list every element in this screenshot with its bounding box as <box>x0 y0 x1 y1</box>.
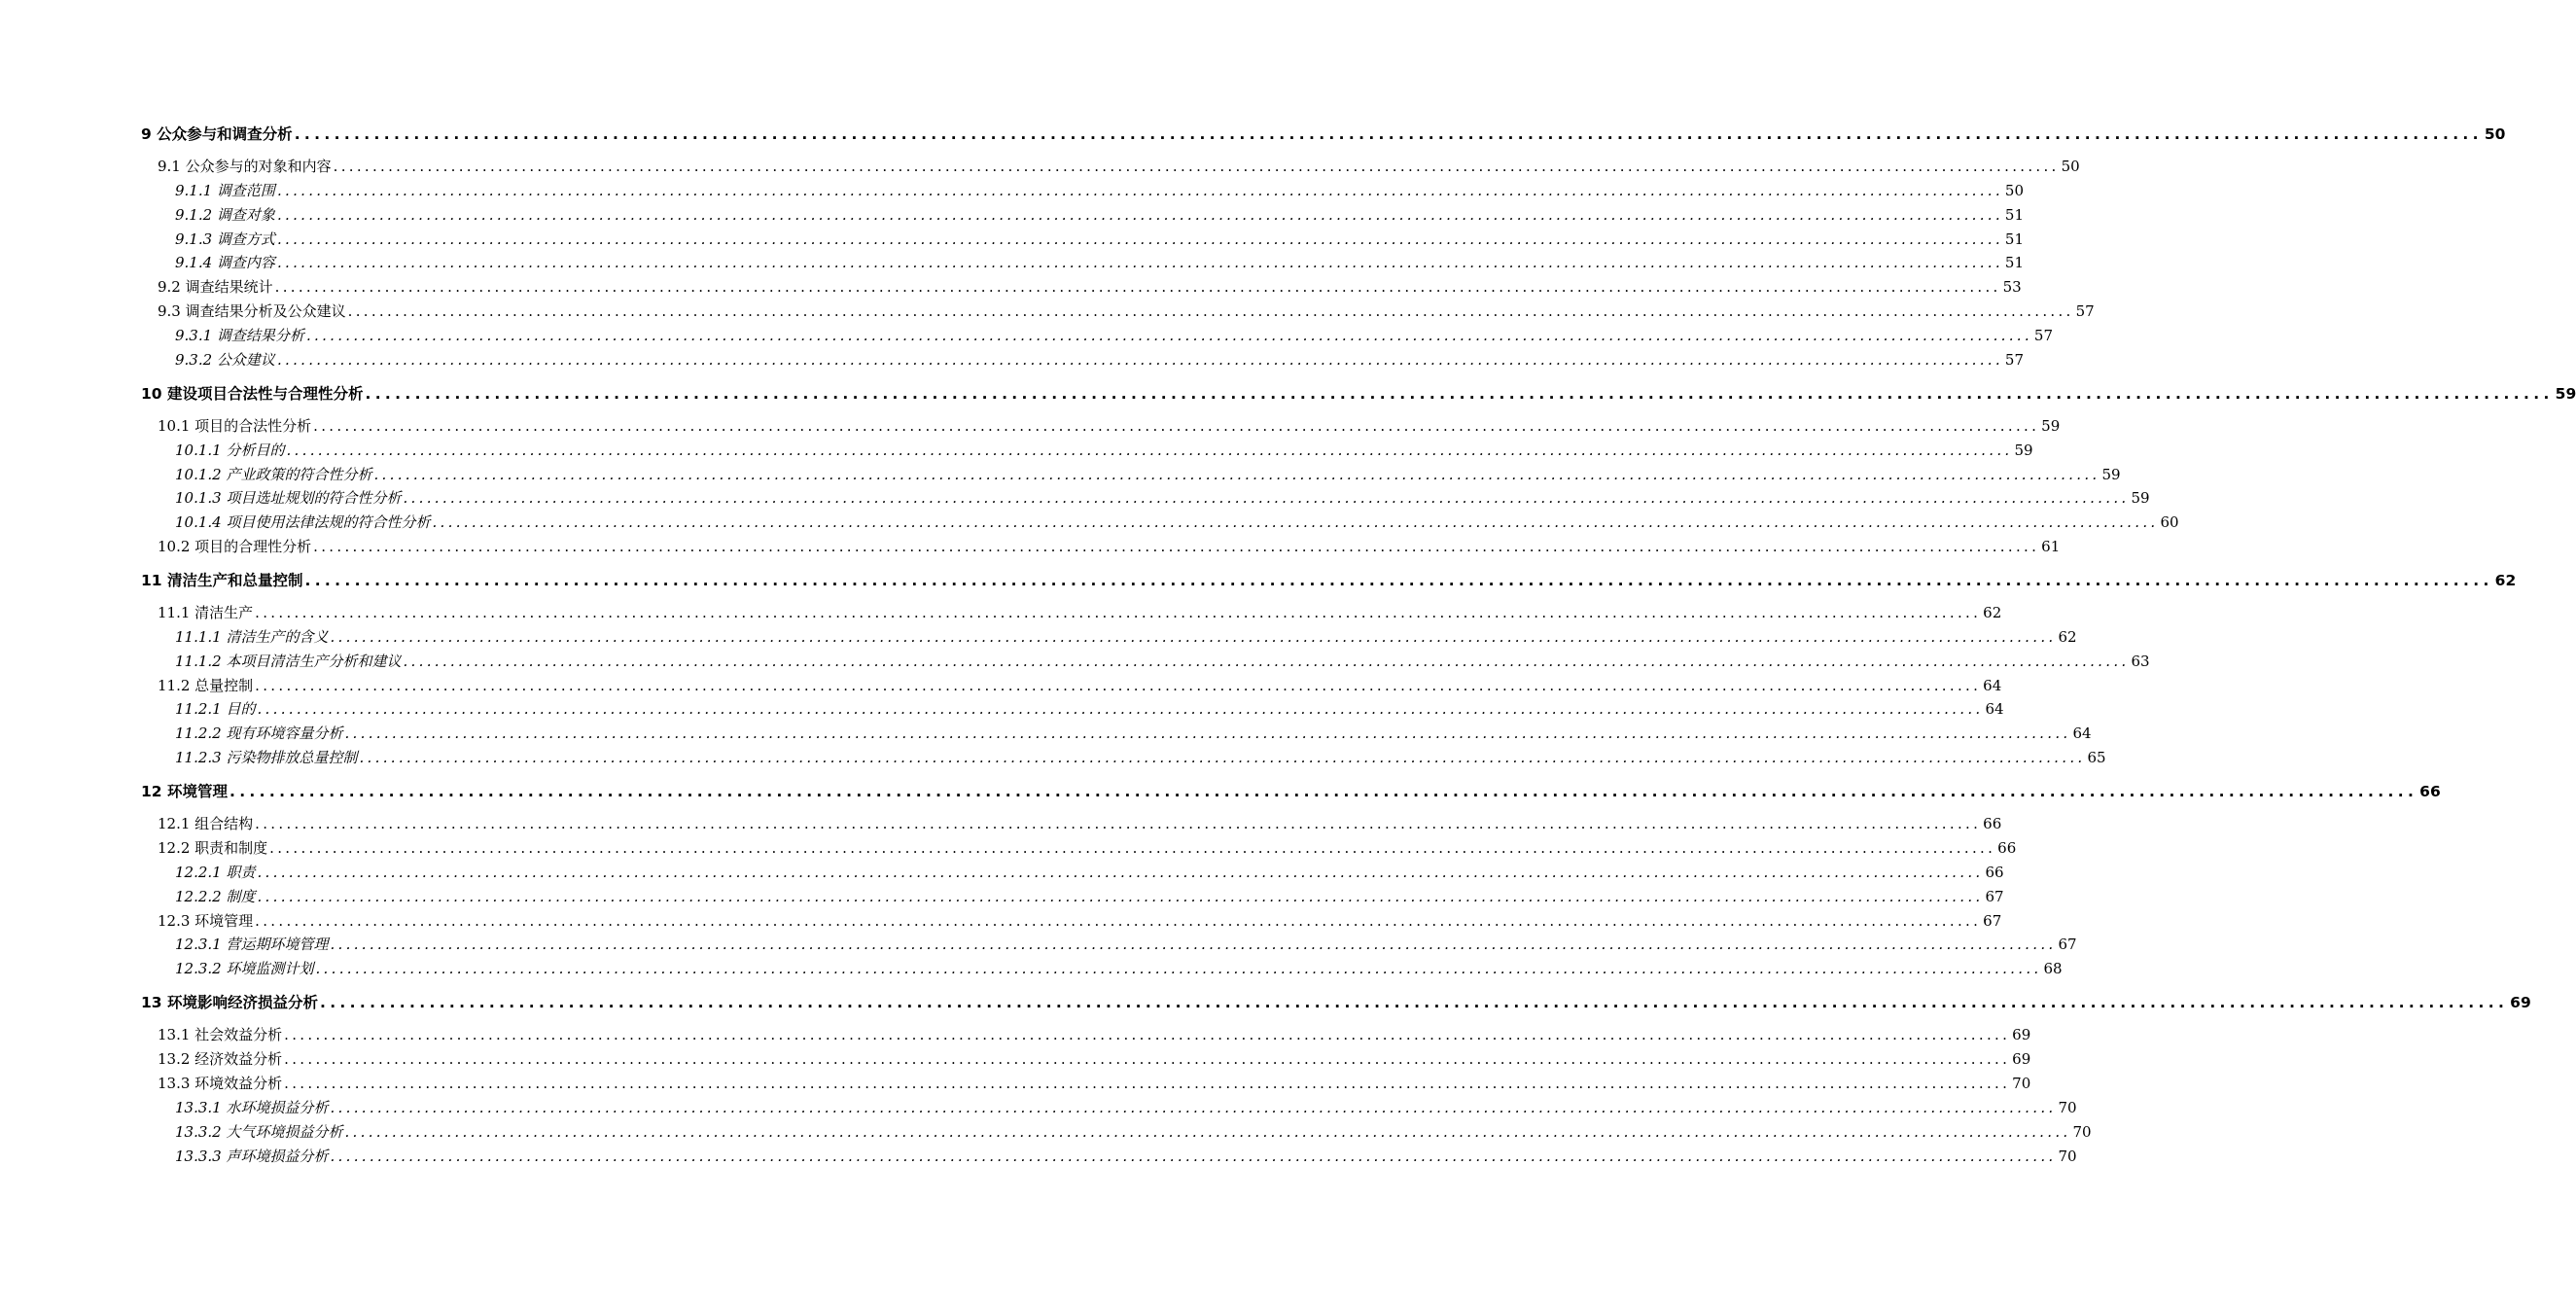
toc-page-number: 67 <box>2058 936 2077 954</box>
toc-entry-title: 12.2.2 制度 <box>175 887 256 905</box>
toc-page-number: 70 <box>2058 1098 2077 1116</box>
toc-entry-title: 9.3.2 公众建议 <box>175 350 275 369</box>
toc-entry-title: 13.1 社会效益分析 <box>158 1026 283 1044</box>
toc-entry-title: 13.3.3 声环境损益分析 <box>175 1147 329 1165</box>
toc-section-entry[interactable] <box>158 813 2002 833</box>
dot-leader: ............................................................................................................................................................................................................................ <box>276 181 2003 199</box>
toc-section-entry[interactable] <box>158 536 2061 556</box>
dot-leader: ............................................................................................................................................................................................................................ <box>333 158 2060 175</box>
toc-page-number: 69 <box>2510 994 2531 1012</box>
toc-section-entry[interactable] <box>175 723 2092 743</box>
toc-page-number: 64 <box>2072 724 2092 743</box>
toc-entry-title: 10 建设项目合法性与合理性分析 <box>141 384 364 403</box>
toc-page-number: 66 <box>1985 863 2004 881</box>
toc-entry-title: 9.1 公众参与的对象和内容 <box>158 158 332 175</box>
dot-leader: ............................................................................................................................................................................................................................ <box>344 1122 2071 1141</box>
toc-entry-title: 12.2.1 职责 <box>175 863 256 881</box>
toc-page-number: 61 <box>2041 538 2061 556</box>
toc-entry-title: 11.2.2 现有环境容量分析 <box>175 724 343 743</box>
dot-leader: ............................................................................................................................................................................................................................ <box>294 125 2483 143</box>
dot-leader: ............................................................................................................................................................................................................................ <box>276 205 2003 224</box>
dot-leader: ............................................................................................................................................................................................................................ <box>284 1050 2011 1069</box>
toc-section-entry[interactable] <box>158 1073 2031 1093</box>
dot-leader: ............................................................................................................................................................................................................................ <box>257 887 1984 905</box>
toc-entry-title: 10.2 项目的合理性分析 <box>158 538 312 556</box>
toc-section-entry[interactable] <box>158 1048 2031 1069</box>
toc-section-entry[interactable] <box>175 440 2033 460</box>
toc-section-entry[interactable] <box>175 698 2004 719</box>
dot-leader: ............................................................................................................................................................................................................................ <box>330 627 2057 646</box>
dot-leader: ............................................................................................................................................................................................................................ <box>229 783 2418 801</box>
toc-entry-title: 9 公众参与和调查分析 <box>141 125 293 143</box>
toc-section-entry[interactable] <box>175 934 2077 954</box>
toc-page-number: 64 <box>1985 700 2004 719</box>
dot-leader: ............................................................................................................................................................................................................................ <box>305 326 2032 344</box>
toc-page-number: 50 <box>2061 158 2080 175</box>
toc-section-entry[interactable] <box>175 651 2150 671</box>
toc-chapter-entry[interactable] <box>141 382 2576 404</box>
toc-page-number: 50 <box>2484 125 2506 143</box>
toc-page-number: 67 <box>1985 887 2004 905</box>
toc-section-entry[interactable] <box>158 276 2022 297</box>
toc-entry-title: 12.2 职责和制度 <box>158 839 268 857</box>
toc-entry-title: 9.1.3 调查方式 <box>175 230 275 248</box>
toc-entry-title: 13.2 经济效益分析 <box>158 1050 283 1069</box>
toc-entry-title: 11.2.3 污染物排放总量控制 <box>175 749 358 767</box>
toc-entry-title: 9.1.2 调查对象 <box>175 205 275 224</box>
dot-leader: ............................................................................................................................................................................................................................ <box>255 911 1982 930</box>
toc-section-entry[interactable] <box>175 626 2077 647</box>
dot-leader: ............................................................................................................................................................................................................................ <box>319 994 2509 1012</box>
dot-leader: ............................................................................................................................................................................................................................ <box>274 278 2001 297</box>
toc-page-number: 57 <box>2033 326 2054 344</box>
toc-section-entry[interactable] <box>158 1024 2031 1044</box>
toc-entry-title: 13.3.2 大气环境损益分析 <box>175 1122 343 1141</box>
toc-page-number: 70 <box>2072 1122 2092 1141</box>
toc-page-number: 67 <box>1983 911 2002 930</box>
toc-section-entry[interactable] <box>158 910 2002 931</box>
toc-page-number: 66 <box>1983 815 2002 833</box>
toc-page-number: 50 <box>2004 181 2025 199</box>
toc-page-number: 66 <box>2419 783 2441 801</box>
toc-entry-title: 10.1.2 产业政策的符合性分析 <box>175 465 372 483</box>
dot-leader: ............................................................................................................................................................................................................................ <box>373 465 2100 483</box>
toc-section-entry[interactable] <box>175 1097 2077 1117</box>
toc-section-entry[interactable] <box>158 837 2017 858</box>
toc-page-number: 64 <box>1983 676 2002 694</box>
dot-leader: ............................................................................................................................................................................................................................ <box>276 254 2003 272</box>
toc-page-number: 60 <box>2160 513 2179 532</box>
dot-leader: ............................................................................................................................................................................................................................ <box>269 839 1996 857</box>
dot-leader: ............................................................................................................................................................................................................................ <box>276 230 2003 248</box>
dot-leader: ............................................................................................................................................................................................................................ <box>257 863 1984 881</box>
dot-leader: ............................................................................................................................................................................................................................ <box>403 652 2130 670</box>
toc-entry-title: 12 环境管理 <box>141 783 228 801</box>
toc-page-number: 62 <box>2058 627 2077 646</box>
toc-section-entry[interactable] <box>175 325 2054 345</box>
toc-section-entry[interactable] <box>175 252 2025 272</box>
toc-entry-title: 9.2 调查结果统计 <box>158 278 273 297</box>
toc-section-entry[interactable] <box>175 464 2121 484</box>
toc-page-number: 65 <box>2087 749 2106 767</box>
toc-section-entry[interactable] <box>175 180 2025 200</box>
dot-leader: ............................................................................................................................................................................................................................ <box>284 1074 2011 1092</box>
dot-leader: ............................................................................................................................................................................................................................ <box>403 489 2130 508</box>
toc-page-number: 59 <box>2014 441 2033 459</box>
toc-page-number: 51 <box>2004 205 2025 224</box>
toc-page-number: 62 <box>1983 604 2002 622</box>
dot-leader: ............................................................................................................................................................................................................................ <box>432 513 2159 532</box>
dot-leader: ............................................................................................................................................................................................................................ <box>330 1098 2057 1116</box>
toc-page-number: 57 <box>2075 302 2095 321</box>
toc-section-entry[interactable] <box>175 1146 2077 1166</box>
toc-section-entry[interactable] <box>175 1121 2092 1142</box>
dot-leader: ............................................................................................................................................................................................................................ <box>255 676 1982 694</box>
dot-leader: ............................................................................................................................................................................................................................ <box>315 960 2042 978</box>
dot-leader: ............................................................................................................................................................................................................................ <box>257 700 1984 719</box>
toc-section-entry[interactable] <box>175 862 2004 882</box>
toc-entry-title: 12.3 环境管理 <box>158 911 254 930</box>
toc-page-number: 63 <box>2131 652 2150 670</box>
dot-leader: ............................................................................................................................................................................................................................ <box>344 724 2071 743</box>
toc-page-number: 51 <box>2004 254 2025 272</box>
toc-page-number: 59 <box>2041 416 2061 435</box>
toc-entry-title: 10.1.4 项目使用法律法规的符合性分析 <box>175 513 431 532</box>
toc-section-entry[interactable] <box>175 512 2179 532</box>
toc-entry-title: 11.1 清洁生产 <box>158 604 254 622</box>
dot-leader: ............................................................................................................................................................................................................................ <box>365 384 2554 403</box>
dot-leader: ............................................................................................................................................................................................................................ <box>330 1147 2057 1165</box>
toc-section-entry[interactable] <box>175 349 2025 370</box>
toc-entry-title: 10.1.3 项目选址规划的符合性分析 <box>175 489 402 508</box>
toc-section-entry[interactable] <box>158 602 2002 622</box>
toc-page-number: 51 <box>2004 230 2025 248</box>
toc-chapter-entry[interactable] <box>141 991 2531 1012</box>
toc-section-entry[interactable] <box>175 958 2063 978</box>
toc-page-number: 62 <box>2494 572 2517 590</box>
dot-leader: ............................................................................................................................................................................................................................ <box>313 416 2040 435</box>
dot-leader: ............................................................................................................................................................................................................................ <box>286 441 2013 459</box>
toc-page-number: 53 <box>2002 278 2022 297</box>
toc-entry-title: 12.1 组合结构 <box>158 815 254 833</box>
toc-entry-title: 12.3.1 营运期环境管理 <box>175 936 329 954</box>
dot-leader: ............................................................................................................................................................................................................................ <box>313 538 2040 556</box>
toc-page-number: 69 <box>2012 1050 2031 1069</box>
toc-section-entry[interactable] <box>158 415 2061 436</box>
toc-section-entry[interactable] <box>175 487 2150 508</box>
toc-section-entry[interactable] <box>175 886 2004 906</box>
toc-chapter-entry[interactable] <box>141 780 2441 801</box>
toc-section-entry[interactable] <box>158 300 2095 321</box>
toc-section-entry[interactable] <box>175 229 2025 249</box>
dot-leader: ............................................................................................................................................................................................................................ <box>359 749 2086 767</box>
toc-entry-title: 9.1.1 调查范围 <box>175 181 275 199</box>
toc-entry-title: 11.2 总量控制 <box>158 676 254 694</box>
toc-entry-title: 10.1 项目的合法性分析 <box>158 416 312 435</box>
toc-entry-title: 11.2.1 目的 <box>175 700 256 719</box>
dot-leader: ............................................................................................................................................................................................................................ <box>304 572 2493 590</box>
toc-entry-title: 12.3.2 环境监测计划 <box>175 960 314 978</box>
toc-page-number: 70 <box>2012 1074 2031 1092</box>
toc-page-number: 70 <box>2058 1147 2077 1165</box>
dot-leader: ............................................................................................................................................................................................................................ <box>347 302 2074 321</box>
dot-leader: ............................................................................................................................................................................................................................ <box>330 936 2057 954</box>
toc-page-number: 59 <box>2101 465 2121 483</box>
toc-page-number: 66 <box>1997 839 2017 857</box>
toc-section-entry[interactable] <box>158 675 2002 695</box>
toc-entry-title: 9.3.1 调查结果分析 <box>175 326 304 344</box>
dot-leader: ............................................................................................................................................................................................................................ <box>284 1026 2011 1044</box>
toc-entry-title: 13 环境影响经济损益分析 <box>141 994 318 1012</box>
toc-entry-title: 11.1.2 本项目清洁生产分析和建议 <box>175 652 402 670</box>
toc-entry-title: 13.3.1 水环境损益分析 <box>175 1098 329 1116</box>
toc-entry-title: 9.1.4 调查内容 <box>175 254 275 272</box>
toc-chapter-entry[interactable] <box>141 569 2517 590</box>
toc-entry-title: 10.1.1 分析目的 <box>175 441 285 459</box>
toc-entry-title: 9.3 调查结果分析及公众建议 <box>158 302 346 321</box>
toc-section-entry[interactable] <box>175 747 2106 767</box>
toc-page-number: 59 <box>2555 384 2576 403</box>
toc-entry-title: 11.1.1 清洁生产的含义 <box>175 627 329 646</box>
toc-page-number: 59 <box>2131 489 2150 508</box>
toc-entry-title: 13.3 环境效益分析 <box>158 1074 283 1092</box>
toc-page-number: 68 <box>2043 960 2063 978</box>
toc-page-number: 69 <box>2012 1026 2031 1044</box>
toc-page-number: 57 <box>2004 350 2025 369</box>
toc-section-entry[interactable] <box>158 156 2080 176</box>
dot-leader: ............................................................................................................................................................................................................................ <box>276 350 2003 369</box>
toc-chapter-entry[interactable] <box>141 123 2506 144</box>
toc-entry-title: 11 清洁生产和总量控制 <box>141 572 303 590</box>
toc-section-entry[interactable] <box>175 204 2025 225</box>
dot-leader: ............................................................................................................................................................................................................................ <box>255 815 1982 833</box>
dot-leader: ............................................................................................................................................................................................................................ <box>255 604 1982 622</box>
